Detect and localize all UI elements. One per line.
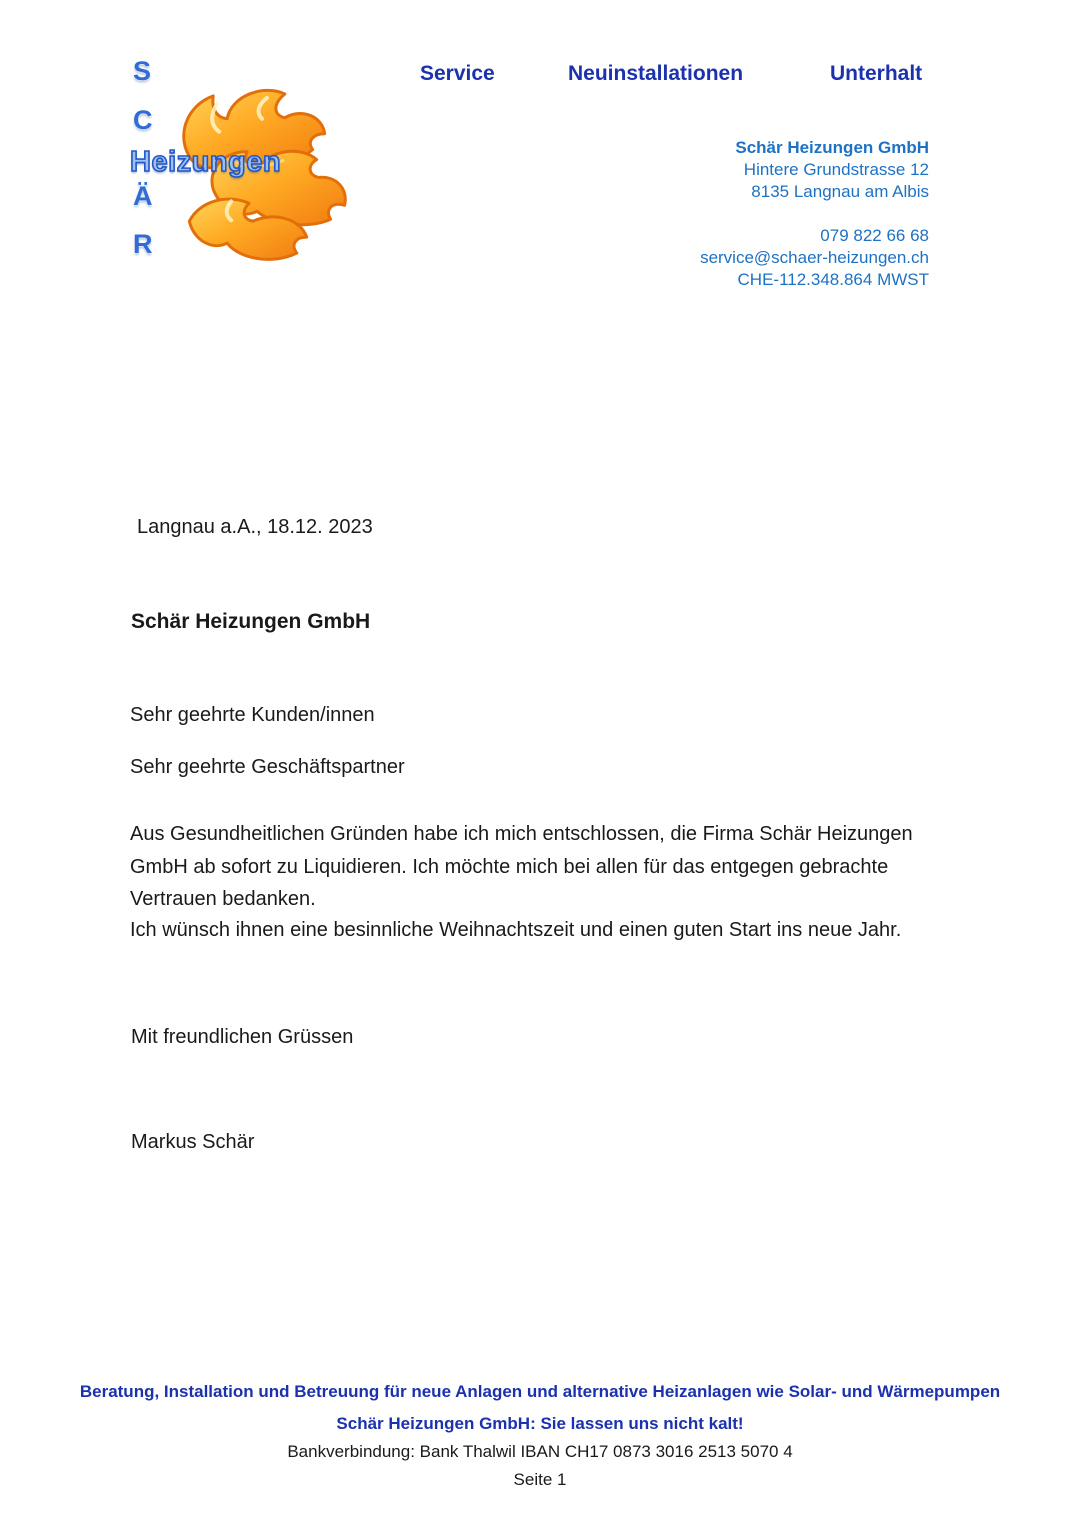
nav-item-neuinstallationen: Neuinstallationen (568, 62, 744, 85)
company-contact-block (700, 137, 929, 291)
letter-closing: Mit freundlichen Grüssen (131, 1026, 354, 1048)
logo-letter-ae: Ä (133, 181, 153, 211)
logo-letter-r: R (133, 229, 153, 259)
logo-letter-c: C (133, 105, 153, 135)
contact-company-name: Schär Heizungen GmbH (735, 138, 929, 157)
footer-tagline-1: Beratung, Installation und Betreuung für neue Anlagen und alternative Heizanlagen wie Solar- und Wärmepumpen (79, 1382, 1001, 1401)
logo-letter-s: S (133, 56, 152, 86)
contact-address-line-1: Hintere Grundstrasse 12 (743, 160, 929, 179)
contact-vat: CHE-112.348.864 MWST (737, 270, 929, 289)
letter-company-heading: Schär Heizungen GmbH (131, 610, 371, 633)
nav-item-unterhalt: Unterhalt (830, 62, 923, 85)
logo-word: Heizungen (130, 146, 282, 178)
letter-dateline: Langnau a.A., 18.12. 2023 (137, 516, 373, 538)
salutation-partners: Sehr geehrte Geschäftspartner (130, 756, 405, 778)
letter-paragraph-1: Aus Gesundheitlichen Gründen habe ich mich entschlossen, die Firma Schär Heizungen GmbH ab sofort zu Liquidieren. Ich möchte mich bei allen für das entgegen gebrachte Vertrauen bedanken. (130, 823, 913, 910)
contact-phone: 079 822 66 68 (820, 226, 929, 245)
letter-signature: Markus Schär (131, 1131, 255, 1153)
letter-paragraph-2: Ich wünsch ihnen eine besinnliche Weihnachtszeit und einen guten Start ins neue Jahr. (130, 919, 902, 941)
footer-bank-info: Bankverbindung: Bank Thalwil IBAN CH17 0873 3016 2513 5070 4 (287, 1442, 793, 1461)
contact-email: service@schaer-heizungen.ch (700, 248, 929, 267)
footer-tagline-2: Schär Heizungen GmbH: Sie lassen uns nicht kalt! (336, 1414, 744, 1433)
contact-spacer (700, 203, 929, 225)
contact-address-line-2: 8135 Langnau am Albis (751, 182, 929, 201)
salutation-customers: Sehr geehrte Kunden/innen (130, 704, 375, 726)
letterhead-logo (128, 56, 353, 274)
page-number: Seite 1 (513, 1470, 567, 1489)
nav-item-service: Service (420, 62, 495, 85)
